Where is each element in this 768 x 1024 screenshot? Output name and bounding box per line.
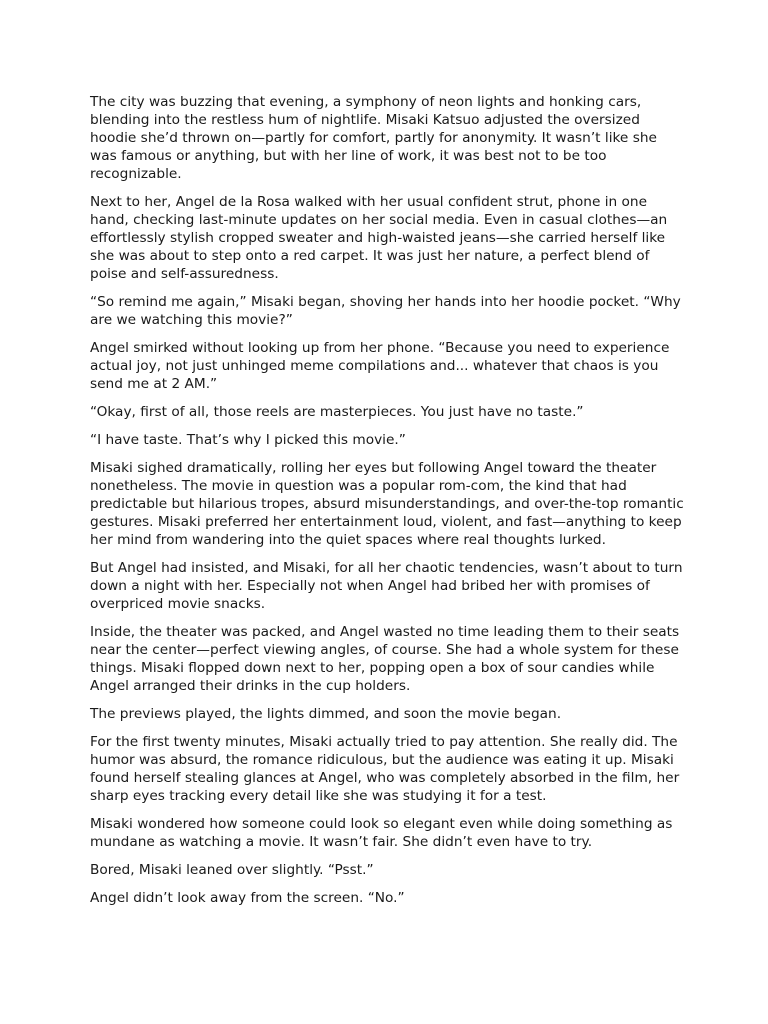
paragraph-12: Misaki wondered how someone could look so elegant even while doing something as mundane as watching a movie. It wasn’t fair. She didn’t even have to try. bbox=[90, 816, 673, 850]
paragraph-9: Inside, the theater was packed, and Angel wasted no time leading them to their seats near the center—perfect viewing angles, of course. She had a whole system for these things. Misaki flopped down next to her, popping open a box of sour candies while Angel arranged their drinks in the cup holders. bbox=[90, 624, 680, 694]
paragraph-3: “So remind me again,” Misaki began, shoving her hands into her hoodie pocket. “Why are we watching this movie?” bbox=[90, 294, 681, 328]
document-page bbox=[90, 93, 684, 917]
paragraph-5: “Okay, first of all, those reels are masterpieces. You just have no taste.” bbox=[90, 404, 584, 420]
paragraph-7: Misaki sighed dramatically, rolling her eyes but following Angel toward the theater nonetheless. The movie in question was a popular rom-com, the kind that had predictable but hilarious tropes, absurd misunderstandings, and over-the-top romantic gestures. Misaki preferred her entertainment loud, violent, and fast—anything to keep her mind from wandering into the quiet spaces where real thoughts lurked. bbox=[90, 460, 684, 548]
paragraph-6: “I have taste. That’s why I picked this movie.” bbox=[90, 432, 406, 448]
paragraph-2: Next to her, Angel de la Rosa walked with her usual confident strut, phone in one hand, checking last-minute updates on her social media. Even in casual clothes—an effortlessly stylish cropped sweater and high-waisted jeans—she carried herself like she was about to step onto a red carpet. It was just her nature, a perfect blend of poise and self-assuredness. bbox=[90, 194, 668, 282]
paragraph-1: The city was buzzing that evening, a symphony of neon lights and honking cars, blending into the restless hum of nightlife. Misaki Katsuo adjusted the oversized hoodie she’d thrown on—partly for comfort, partly for anonymity. It wasn’t like she was famous or anything, but with her line of work, it was best not to be too recognizable. bbox=[90, 94, 657, 182]
paragraph-10: The previews played, the lights dimmed, and soon the movie began. bbox=[90, 706, 562, 722]
paragraph-4: Angel smirked without looking up from her phone. “Because you need to experience actual joy, not just unhinged meme compilations and... whatever that chaos is you send me at 2 AM.” bbox=[90, 340, 670, 392]
paragraph-8: But Angel had insisted, and Misaki, for all her chaotic tendencies, wasn’t about to turn down a night with her. Especially not when Angel had bribed her with promises of overpriced movie snacks. bbox=[90, 560, 683, 612]
paragraph-14: Angel didn’t look away from the screen. “No.” bbox=[90, 890, 405, 906]
paragraph-11: For the first twenty minutes, Misaki actually tried to pay attention. She really did. The humor was absurd, the romance ridiculous, but the audience was eating it up. Misaki found herself stealing glances at Angel, who was completely absorbed in the film, her sharp eyes tracking every detail like she was studying it for a test. bbox=[90, 734, 680, 804]
paragraph-13: Bored, Misaki leaned over slightly. “Psst.” bbox=[90, 862, 374, 878]
